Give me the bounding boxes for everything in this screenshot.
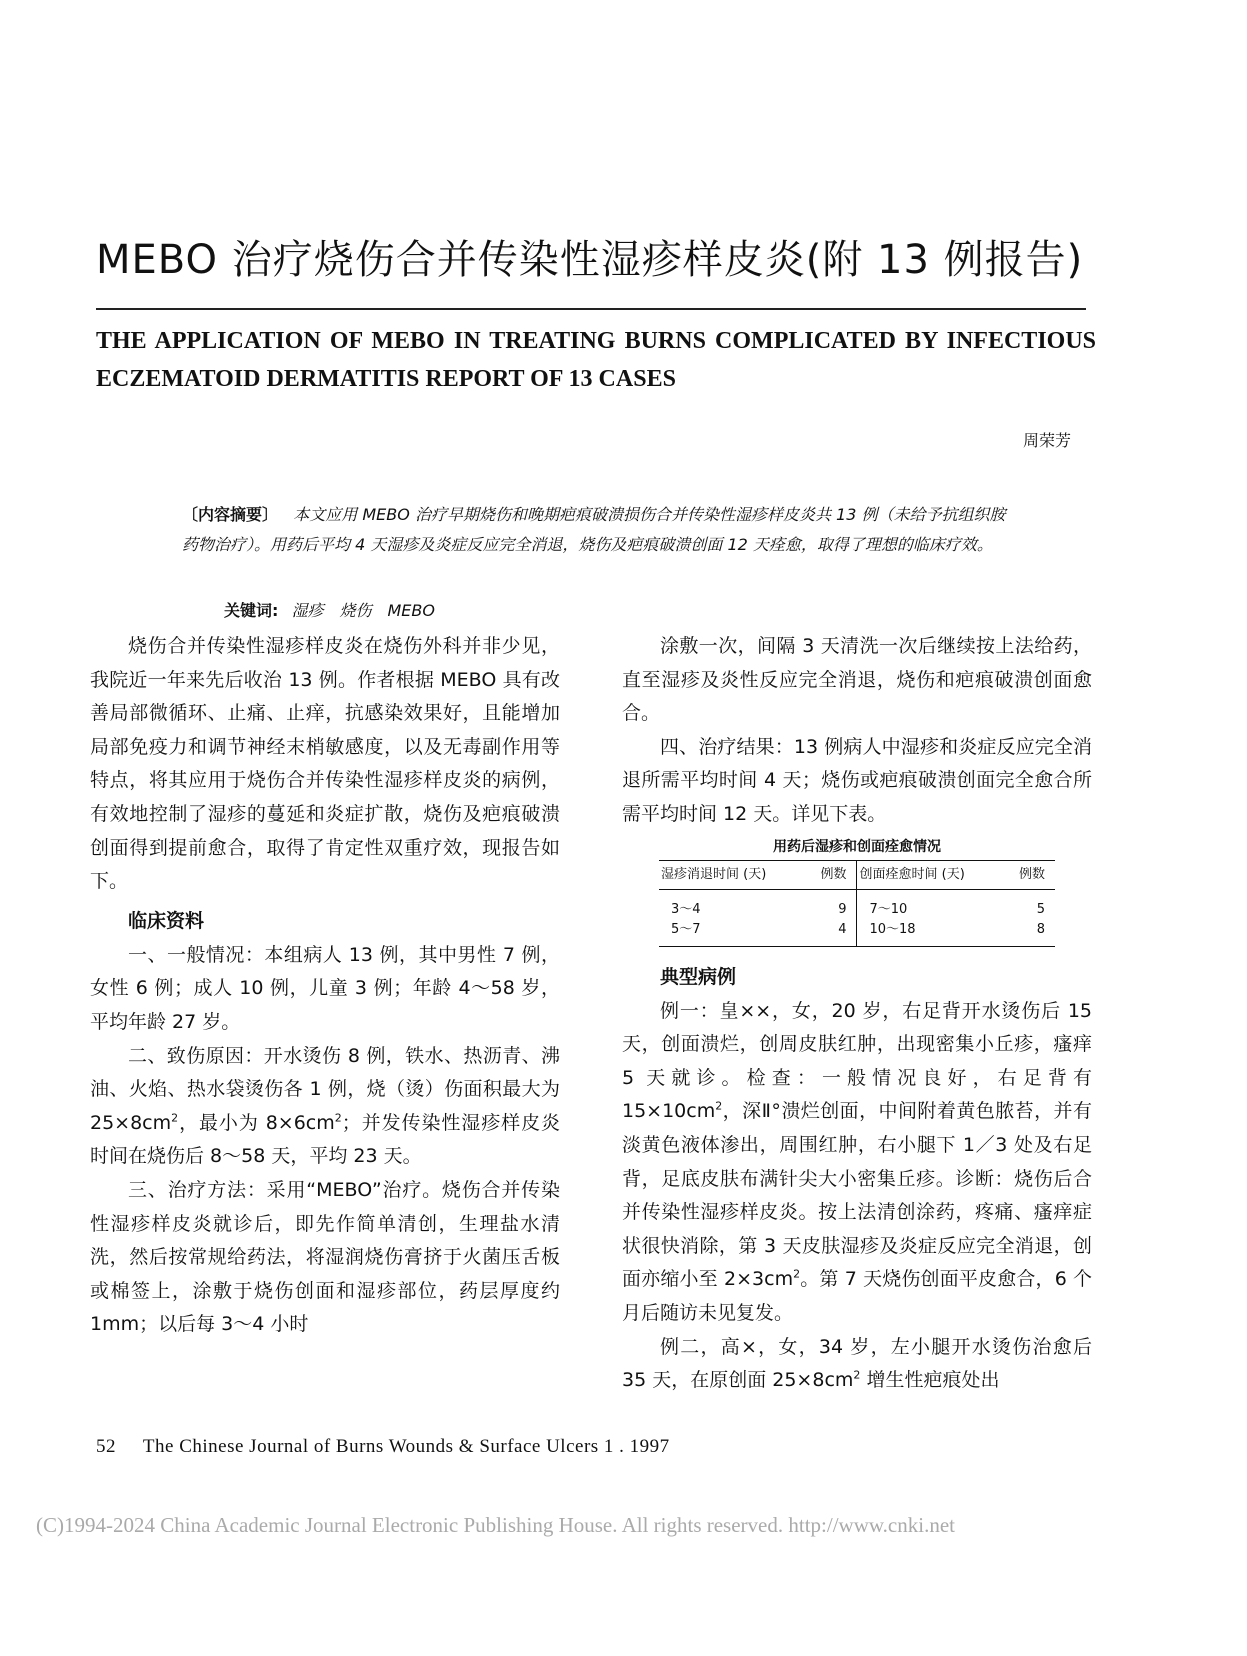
table-cell: 5: [1036, 901, 1045, 917]
section-heading-clinical: 临床资料: [128, 909, 205, 932]
author: 周荣芳: [1022, 431, 1071, 450]
abstract-text: 本文应用 MEBO 治疗早期烧伤和晚期疤痕破溃损伤合并传染性湿疹样皮炎共 13 例（未给予抗组织胺药物治疗）。用药后平均 4 天湿疹及炎症反应完全消退，烧伤及疤痕破溃创面 12 天痊愈，取得了理想的临床疗效。: [182, 505, 1006, 554]
keywords-text: 湿疹 烧伤 MEBO: [291, 601, 435, 620]
title-english: THE APPLICATION OF MEBO IN TREATING BURNS COMPLICATED BY INFECTIOUS ECZEMATOID DERMATITIS REPORT OF 13 CASES: [96, 328, 1096, 392]
superscript: 2: [853, 1368, 861, 1382]
superscript: 2: [334, 1111, 342, 1125]
cause-text-2: ，最小为 8×6cm: [178, 1111, 335, 1134]
table-cell: 5～7: [671, 921, 701, 937]
cause-text-1: 二、致伤原因：开水烫伤 8 例，铁水、热沥青、沸油、火焰、热水袋烫伤各 1 例，烧（烫）伤面积最大为 25×8cm: [90, 1044, 560, 1134]
general-info-paragraph: 一、一般情况：本组病人 13 例，其中男性 7 例，女性 6 例；成人 10 例，儿童 3 例；年龄 4～58 岁，平均年龄 27 岁。: [90, 943, 560, 1033]
journal-name: The Chinese Journal of Burns Wounds & Surface Ulcers 1 . 1997: [142, 1436, 670, 1457]
abstract: [182, 500, 1014, 560]
table-header-cell: 例数: [820, 866, 847, 882]
title-chinese: MEBO 治疗烧伤合并传染性湿疹样皮炎(附 13 例报告): [96, 237, 1084, 283]
case-two-text-1: 例二，高×，女，34 岁，左小腿开水烫伤治愈后 35 天，在原创面 25×8cm: [622, 1335, 1092, 1392]
superscript: 2: [171, 1111, 179, 1125]
right-column: [622, 630, 1092, 1398]
case-one-text-2: ，深Ⅱ°溃烂创面，中间附着黄色脓苔，并有淡黄色液体渗出，周围红肿，右小腿下 1／3 处及右足背，足底皮肤布满针尖大小密集丘疹。诊断：烧伤后合并传染性湿疹样皮炎。按上法清创涂药，疼痛、瘙痒症状很快消除，第 3 天皮肤湿疹及炎症反应完全消退，创面亦缩小至 2×3cm: [622, 1100, 1092, 1291]
table-cell: 3～4: [671, 901, 701, 917]
table-cell: 8: [1036, 921, 1045, 937]
table-header-row: [659, 860, 1055, 889]
intro-paragraph: 烧伤合并传染性湿疹样皮炎在烧伤外科并非少见，我院近一年来先后收治 13 例。作者根据 MEBO 具有改善局部微循环、止痛、止痒，抗感染效果好，且能增加局部免疫力和调节神经末梢敏感度，以及无毒副作用等特点，将其应用于烧伤合并传染性湿疹样皮炎的病例，有效地控制了湿疹的蔓延和炎症扩散，烧伤及疤痕破溃创面得到提前愈合，取得了肯定性双重疗效，现报告如下。: [90, 635, 560, 893]
method-paragraph: 三、治疗方法：采用“MEBO”治疗。烧伤合并传染性湿疹样皮炎就诊后，即先作简单清创，生理盐水清洗，然后按常规给药法，将湿润烧伤膏挤于火菌压舌板或棉签上，涂敷于烧伤创面和湿疹部位，药层厚度约 1mm；以后每 3～4 小时: [90, 1178, 560, 1336]
table-header-cell: 创面痊愈时间 (天): [857, 860, 1004, 889]
table-header-cell: 例数: [1018, 866, 1045, 882]
keywords-label: 关键词:: [224, 601, 279, 620]
page-footer: [96, 1436, 670, 1458]
result-table: [659, 860, 1055, 947]
table-row: [659, 920, 1055, 947]
table-cell: 7～10: [857, 889, 1004, 920]
title-rule: [96, 308, 1086, 310]
abstract-label: 〔内容摘要〕: [182, 505, 279, 524]
result-paragraph: 四、治疗结果：13 例病人中湿疹和炎症反应完全消退所需平均时间 4 天；烧伤或疤痕破溃创面完全愈合所需平均时间 12 天。详见下表。: [622, 735, 1092, 825]
copyright-watermark: (C)1994-2024 China Academic Journal Electronic Publishing House. All rights reserved. http://www.cnki.net: [36, 1513, 955, 1537]
section-heading-cases: 典型病例: [660, 965, 737, 988]
table-row: [659, 889, 1055, 920]
keywords: [224, 598, 435, 621]
superscript: 2: [715, 1100, 723, 1114]
table-caption: 用药后湿疹和创面痊愈情况: [773, 838, 941, 855]
case-one-text-1: 例一：皇××，女，20 岁，右足背开水烫伤后 15 天，创面溃烂，创周皮肤红肿，出现密集小丘疹，瘙痒 5 天就诊。检查：一般情况良好，右足背有 15×10cm: [622, 999, 1092, 1123]
table-cell: 10～18: [857, 920, 1004, 947]
table-header-cell: 湿疹消退时间 (天): [661, 866, 767, 882]
left-column: [90, 630, 560, 1342]
case-one-paragraph: [622, 995, 1092, 1331]
case-two-paragraph: [622, 1331, 1092, 1398]
superscript: 2: [793, 1267, 801, 1281]
table-cell: 9: [838, 901, 847, 917]
page-number: 52: [96, 1436, 116, 1457]
case-one-text-3: 。第 7 天烧伤创面平皮愈合，6 个月后随访未见复发。: [622, 1268, 1092, 1324]
cause-text-3: ；并发传染性湿疹样皮炎时间在烧伤后 8～58 天，平均 23 天。: [90, 1111, 560, 1168]
table-cell: 4: [838, 921, 847, 937]
case-two-text-2: 增生性疤痕处出: [860, 1369, 1000, 1392]
cause-paragraph: [90, 1040, 560, 1174]
result-table-block: [622, 836, 1092, 947]
method-continued-paragraph: 涂敷一次，间隔 3 天清洗一次后继续按上法给药，直至湿疹及炎性反应完全消退，烧伤和疤痕破溃创面愈合。: [622, 635, 1092, 725]
